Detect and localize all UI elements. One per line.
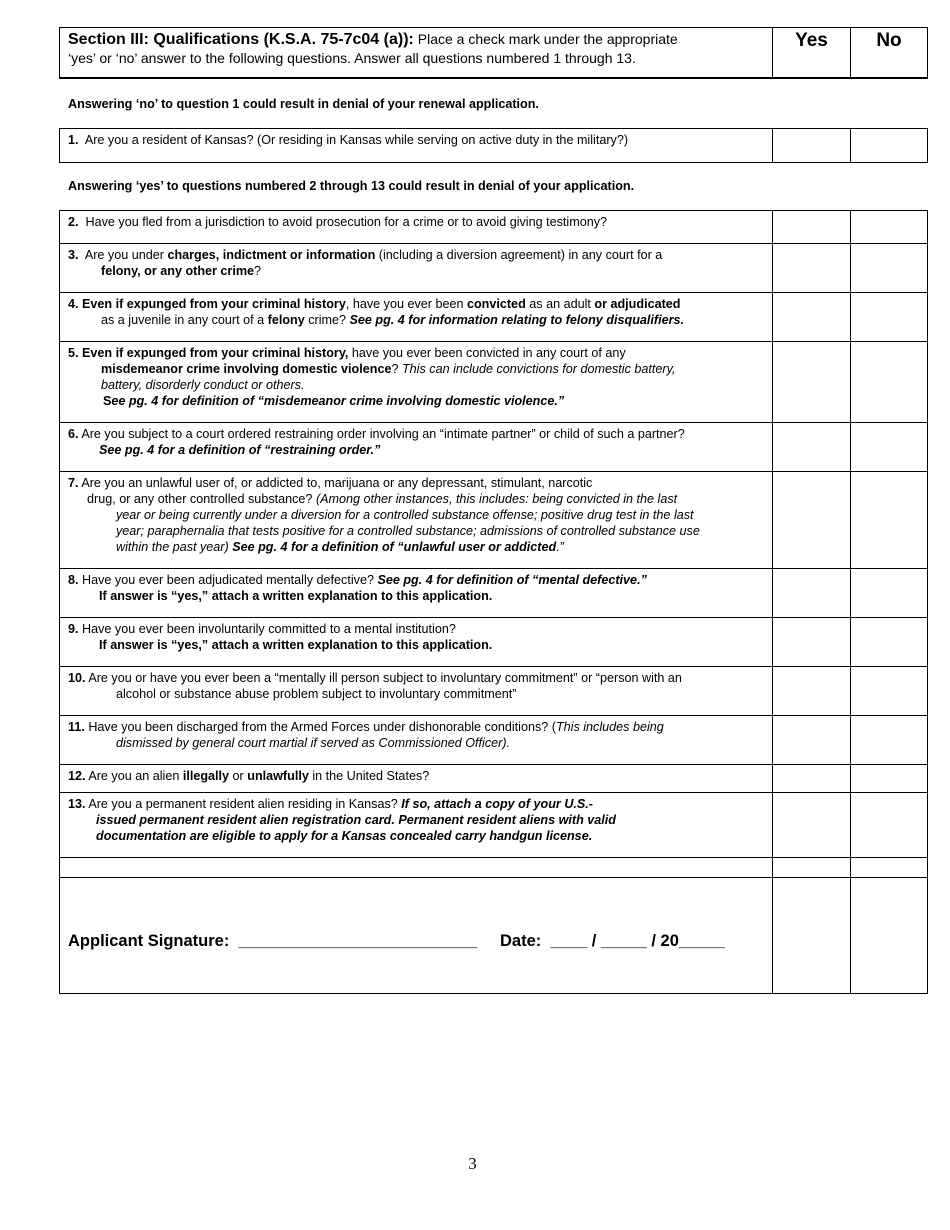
question-11: 11. Have you been discharged from the Armed Forces under dishonorable conditions? (This includes being dismissed by general court martial if served as Commissioned Officer). [60,716,773,765]
section-header-table [59,27,928,79]
no-column-header: No [851,28,928,78]
q4-no-checkbox[interactable] [851,293,928,342]
q2-no-checkbox[interactable] [851,211,928,244]
q4-yes-checkbox[interactable] [773,293,851,342]
q3-no-checkbox[interactable] [851,244,928,293]
yes-column-header: Yes [773,28,851,78]
q1-no-checkbox[interactable] [851,129,928,163]
q13-yes-checkbox[interactable] [773,793,851,858]
q11-no-checkbox[interactable] [851,716,928,765]
q8-yes-checkbox[interactable] [773,569,851,618]
section-instruction-cont: ‘yes’ or ‘no’ answer to the following questions. Answer all questions numbered 1 through 13. [68,50,636,66]
question-1-table [59,128,928,163]
q6-no-checkbox[interactable] [851,423,928,472]
question-10: 10. Are you or have you ever been a “mentally ill person subject to involuntary commitment” or “person with an alcohol or substance abuse problem subject to involuntary commitment” [60,667,773,716]
q12-yes-checkbox[interactable] [773,765,851,793]
q1-yes-checkbox[interactable] [773,129,851,163]
q11-yes-checkbox[interactable] [773,716,851,765]
q7-yes-checkbox[interactable] [773,472,851,569]
q8-no-checkbox[interactable] [851,569,928,618]
q2-yes-checkbox[interactable] [773,211,851,244]
section-header-cell [60,28,773,78]
question-12: 12. Are you an alien illegally or unlawfully in the United States? [60,765,773,793]
note-question-1: Answering ‘no’ to question 1 could result in denial of your renewal application. [68,97,539,111]
applicant-signature-line[interactable]: Applicant Signature: __________________________ Date: ____ / _____ / 20_____ [68,932,725,950]
q7-no-checkbox[interactable] [851,472,928,569]
note-questions-2-13: Answering ‘yes’ to questions numbered 2 through 13 could result in denial of your application. [68,179,635,193]
questions-table [59,210,928,994]
question-13: 13. Are you a permanent resident alien residing in Kansas? If so, attach a copy of your U.S.- issued permanent resident alien registration card. Permanent resident aliens with valid documentation are eligible to apply for a Kansas concealed carry handgun license. [60,793,773,858]
q12-no-checkbox[interactable] [851,765,928,793]
q6-yes-checkbox[interactable] [773,423,851,472]
question-2: 2. Have you fled from a jurisdiction to avoid prosecution for a crime or to avoid giving testimony? [60,211,773,244]
q9-no-checkbox[interactable] [851,618,928,667]
page-number: 3 [468,1154,477,1173]
q13-no-checkbox[interactable] [851,793,928,858]
question-7: 7. Are you an unlawful user of, or addicted to, marijuana or any depressant, stimulant, narcotic drug, or any other controlled substance? (Among other instances, this includes: being convicted in the last year or being currently under a diversion for a controlled substance offense; positive drug test in the last year; paraphernalia that tests positive for a controlled substance; admissions of controlled substance use within the past year) See pg. 4 for a definition of “unlawful user or addicted.” [60,472,773,569]
question-1: 1. Are you a resident of Kansas? (Or residing in Kansas while serving on active duty in the military?) [60,129,773,163]
q3-yes-checkbox[interactable] [773,244,851,293]
q5-yes-checkbox[interactable] [773,342,851,423]
section-instruction: Place a check mark under the appropriate [417,31,678,47]
question-4: 4. Even if expunged from your criminal history, have you ever been convicted as an adult or adjudicated as a juvenile in any court of a felony crime? See pg. 4 for information relating to felony disqualifiers. [60,293,773,342]
q10-yes-checkbox[interactable] [773,667,851,716]
q9-yes-checkbox[interactable] [773,618,851,667]
q5-no-checkbox[interactable] [851,342,928,423]
question-5: 5. Even if expunged from your criminal history, have you ever been convicted in any court of any misdemeanor crime involving domestic violence? This can include convictions for domestic battery, battery, disorderly conduct or others. See pg. 4 for definition of “misdemeanor crime involving domestic violence.” [60,342,773,423]
question-9: 9. Have you ever been involuntarily committed to a mental institution? If answer is “yes,” attach a written explanation to this application. [60,618,773,667]
question-8: 8. Have you ever been adjudicated mentally defective? See pg. 4 for definition of “mental defective.” If answer is “yes,” attach a written explanation to this application. [60,569,773,618]
q10-no-checkbox[interactable] [851,667,928,716]
question-6: 6. Are you subject to a court ordered restraining order involving an “intimate partner” or child of such a partner? See pg. 4 for a definition of “restraining order.” [60,423,773,472]
spacer-row [60,858,773,878]
section-title: Section III: Qualifications (K.S.A. 75-7c04 (a)): [68,31,414,48]
question-3: 3. Are you under charges, indictment or information (including a diversion agreement) in any court for a felony, or any other crime? [60,244,773,293]
